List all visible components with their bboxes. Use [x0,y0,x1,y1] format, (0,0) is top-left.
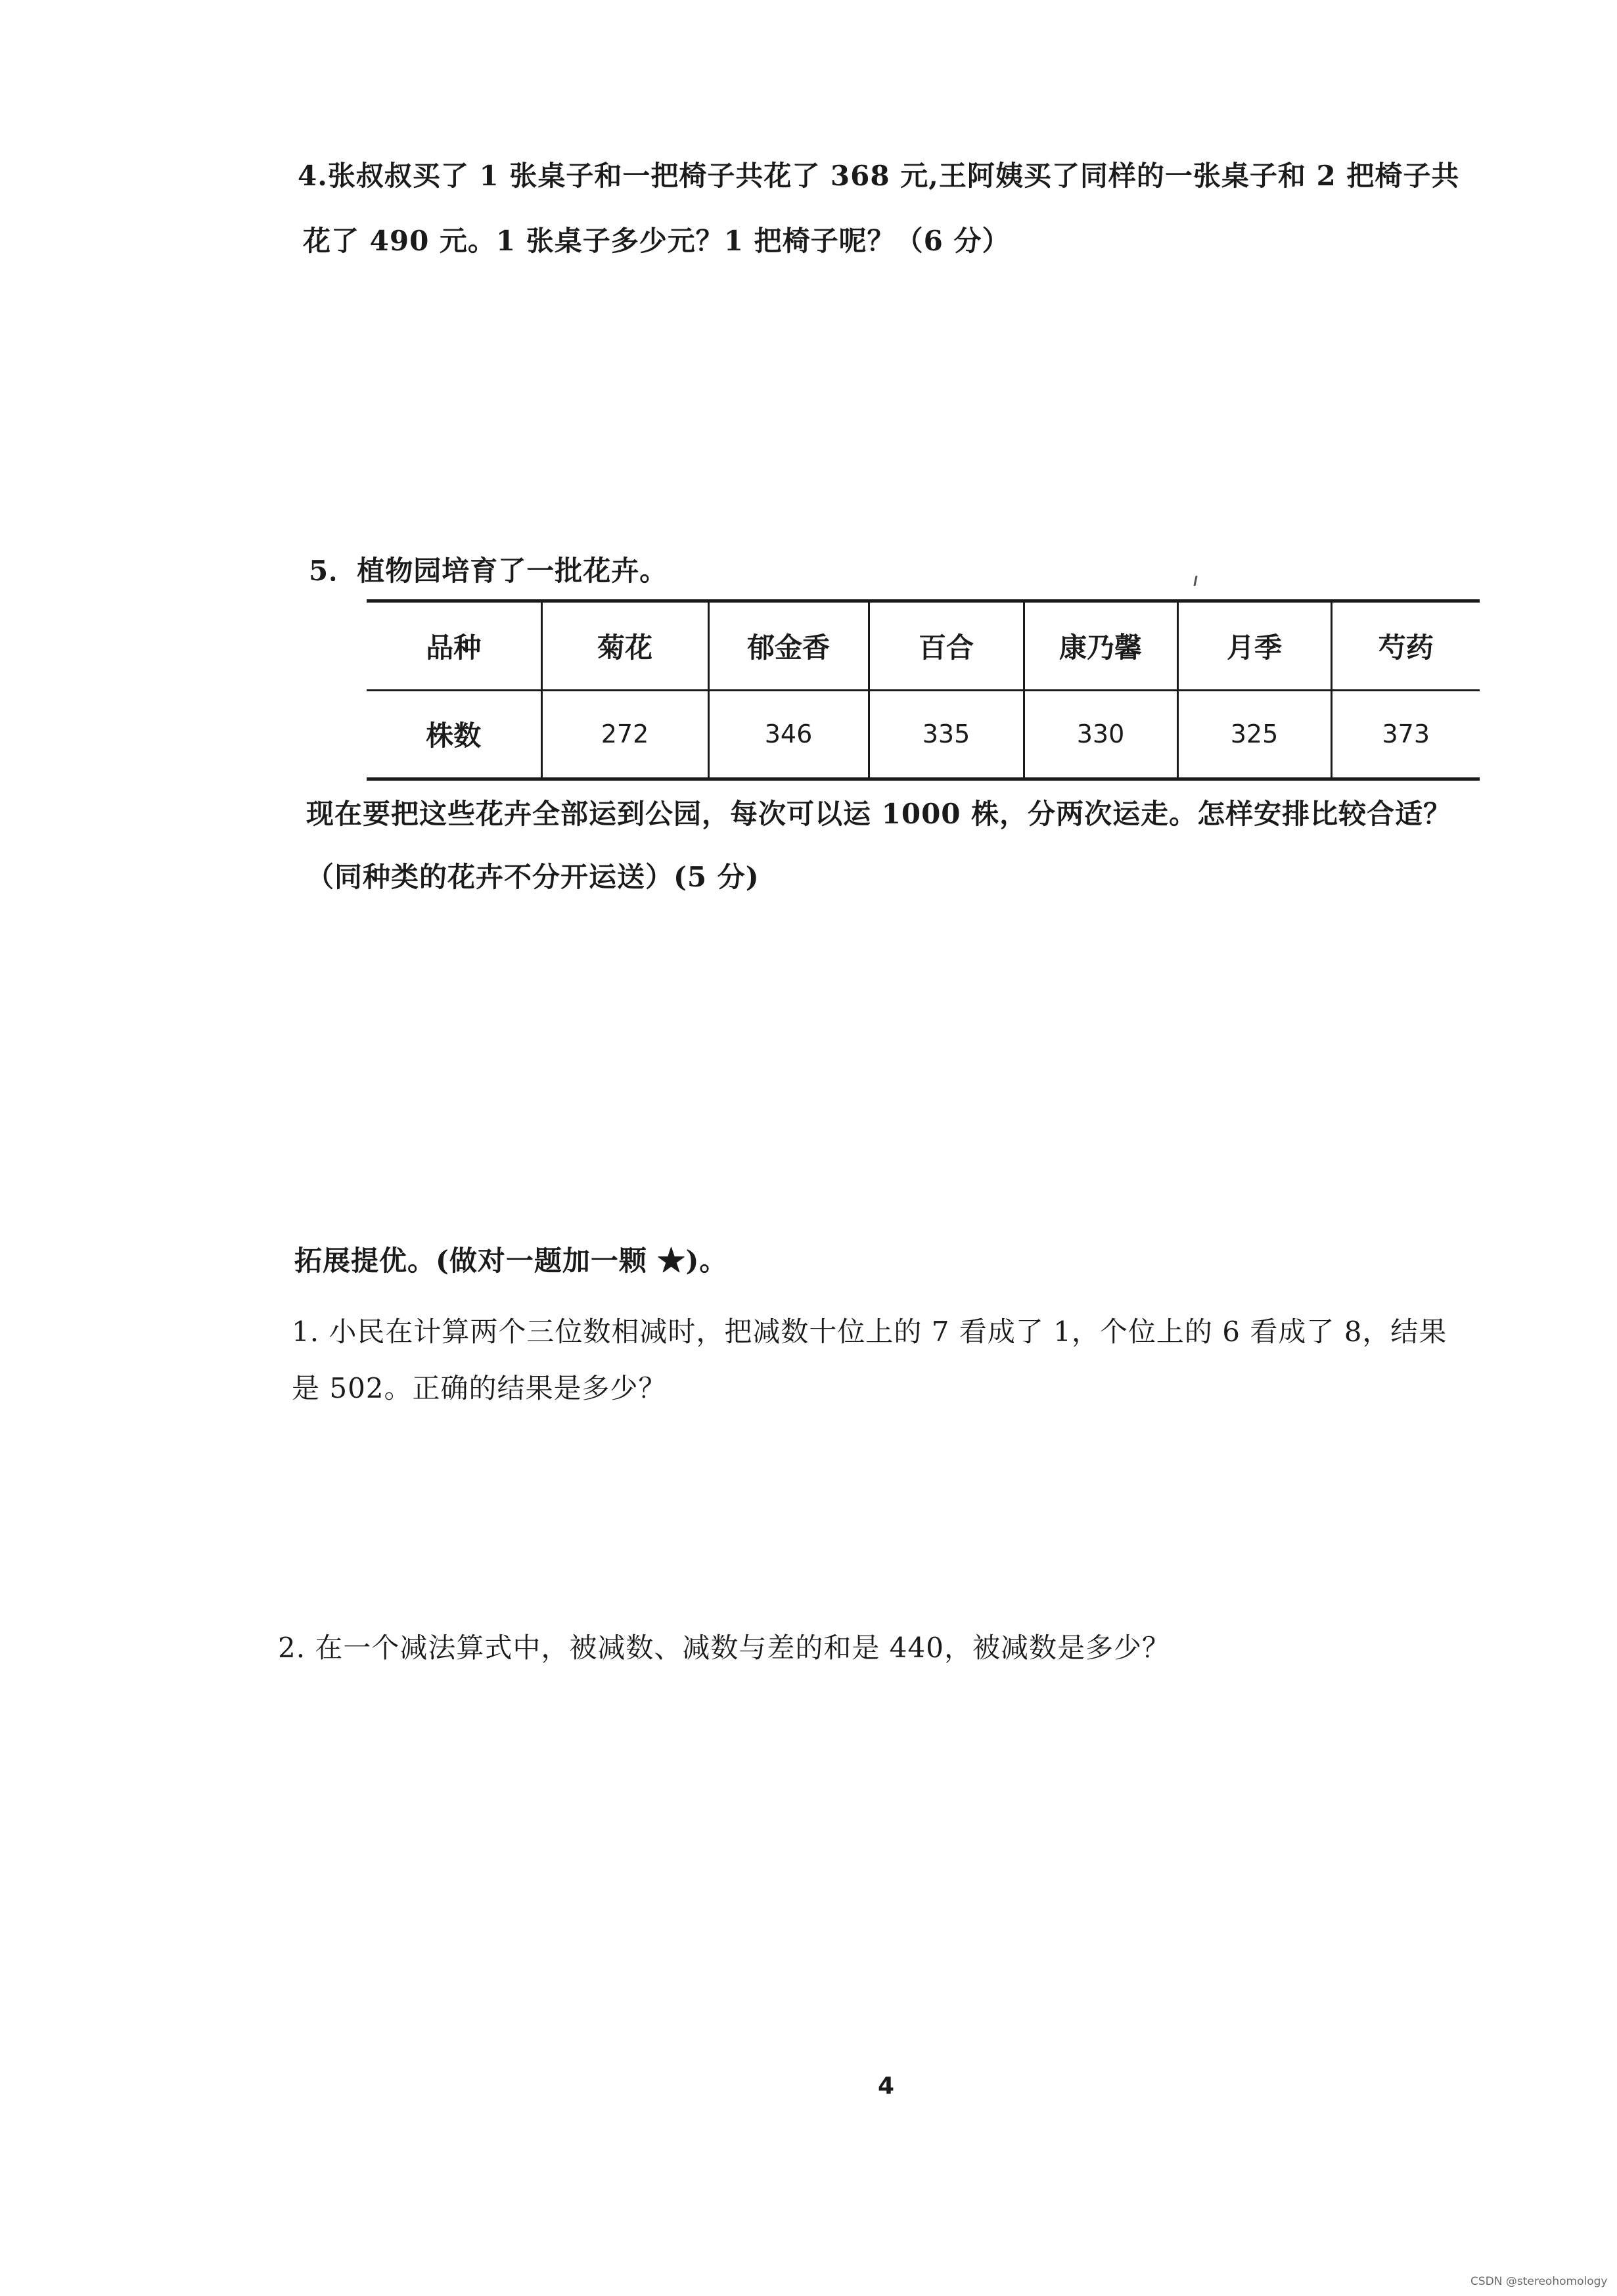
page-number: 4 [878,2073,895,2100]
watermark: CSDN @stereohomology [1470,2275,1608,2288]
extension-problem-1-line-2: 是 502。正确的结果是多少？ [292,1372,667,1404]
extension-heading: 拓展提优。(做对一题加一颗 ★)。 [294,1245,728,1277]
table-cell: 330 [1024,690,1177,779]
table-row [367,601,1480,691]
extension-problem-1-line-1: 1. 小民在计算两个三位数相减时，把减数十位上的 7 看成了 1，个位上的 6 看成了 8，结果 [292,1316,1447,1348]
table-cell: 272 [541,690,708,779]
table-header-cell: 百合 [869,601,1024,691]
table-header-cell: 品种 [367,601,541,691]
table-cell: 325 [1177,690,1331,779]
table-cell: 346 [708,690,869,779]
question-5-title: 5．植物园培育了一批花卉。 [309,555,668,587]
table-header-cell: 芍药 [1331,601,1480,691]
table-cell: 373 [1331,690,1480,779]
stray-mark [1193,576,1197,586]
question-5-line-1: 现在要把这些花卉全部运到公园，每次可以运 1000 株，分两次运走。怎样安排比较合适？ [306,798,1452,830]
question-4-line-1: 4.张叔叔买了 1 张桌子和一把椅子共花了 368 元,王阿姨买了同样的一张桌子和 2 把椅子共 [298,160,1460,192]
table-row-label: 株数 [367,690,541,779]
flower-table [367,599,1480,781]
table-header-cell: 康乃馨 [1024,601,1177,691]
table-header-cell: 郁金香 [708,601,869,691]
question-5-line-2: （同种类的花卉不分开运送）(5 分) [306,861,760,893]
table-row [367,690,1480,779]
table-cell: 335 [869,690,1024,779]
question-4-line-2: 花了 490 元。1 张桌子多少元？1 把椅子呢？（6 分） [303,225,1011,257]
table-header-cell: 菊花 [541,601,708,691]
extension-problem-2: 2. 在一个减法算式中，被减数、减数与差的和是 440，被减数是多少？ [278,1632,1170,1664]
table-header-cell: 月季 [1177,601,1331,691]
